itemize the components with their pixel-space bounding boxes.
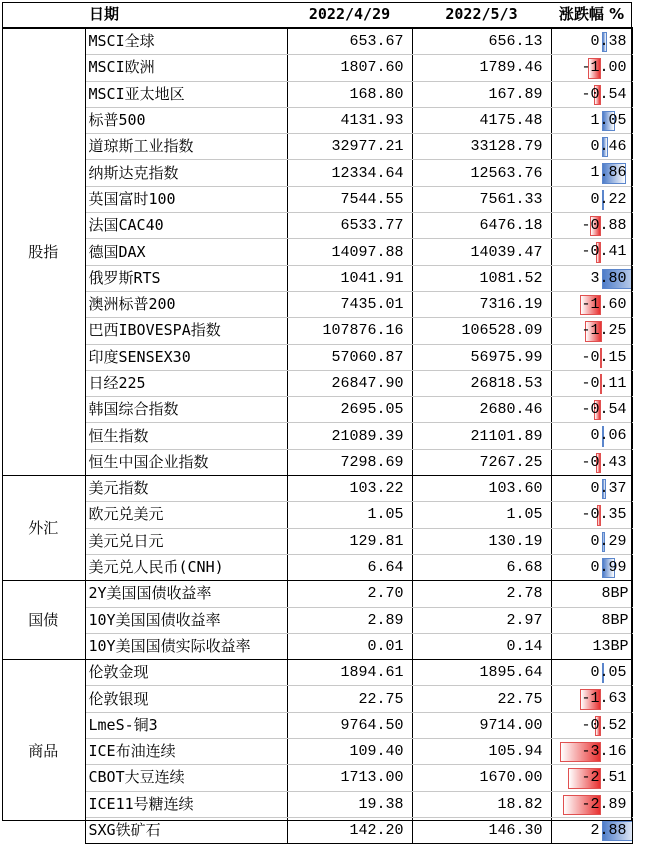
value-date-1: 7544.55 (287, 186, 412, 212)
change-value: -1.00 (581, 59, 627, 77)
group-label: 国债 (2, 581, 85, 660)
row-name: 2Y美国国债收益率 (85, 581, 287, 607)
value-date-1: 12334.64 (287, 160, 412, 186)
value-date-2: 7267.25 (412, 449, 551, 475)
value-date-1: 19.38 (287, 791, 412, 817)
header-group-cell (2, 2, 85, 28)
table-row (2, 633, 632, 659)
change-value: 8BP (601, 585, 629, 603)
row-name: 伦敦银现 (85, 686, 287, 712)
table-row (2, 55, 632, 81)
table-row (2, 712, 632, 738)
value-date-2: 12563.76 (412, 160, 551, 186)
market-table (2, 2, 633, 844)
change-value: 0.37 (590, 480, 627, 498)
row-name: 巴西IBOVESPA指数 (85, 318, 287, 344)
change-value: -0.54 (581, 401, 627, 419)
value-date-1: 129.81 (287, 528, 412, 554)
value-date-1: 14097.88 (287, 239, 412, 265)
value-date-1: 1894.61 (287, 660, 412, 686)
change-value: 3.80 (590, 269, 627, 287)
table-row (2, 607, 632, 633)
row-name: 恒生中国企业指数 (85, 449, 287, 475)
row-name: 澳洲标普200 (85, 291, 287, 317)
change-value: -0.43 (581, 453, 627, 471)
value-date-1: 2.70 (287, 581, 412, 607)
table-row (2, 28, 632, 55)
change-value: 0.05 (590, 664, 627, 682)
row-name: 伦敦金现 (85, 660, 287, 686)
table-row (2, 554, 632, 580)
row-name: 10Y美国国债实际收益率 (85, 633, 287, 659)
table-row (2, 739, 632, 765)
value-date-1: 26847.90 (287, 370, 412, 396)
table-row (2, 134, 632, 160)
change-cell (551, 607, 632, 633)
value-date-1: 2695.05 (287, 397, 412, 423)
change-cell (551, 686, 632, 712)
value-date-2: 7316.19 (412, 291, 551, 317)
value-date-2: 6476.18 (412, 213, 551, 239)
value-date-1: 9764.50 (287, 712, 412, 738)
change-value: 0.06 (590, 427, 627, 445)
value-date-2: 14039.47 (412, 239, 551, 265)
table-row (2, 817, 632, 843)
change-value: -0.54 (581, 85, 627, 103)
value-date-2: 7561.33 (412, 186, 551, 212)
change-value: -1.63 (581, 690, 627, 708)
table-row (2, 397, 632, 423)
change-cell (551, 633, 632, 659)
row-name: 法国CAC40 (85, 213, 287, 239)
value-date-2: 2.78 (412, 581, 551, 607)
table-row (2, 449, 632, 475)
value-date-1: 1807.60 (287, 55, 412, 81)
change-value: 2.88 (590, 821, 627, 839)
group-label: 股指 (2, 28, 85, 476)
row-name: 英国富时100 (85, 186, 287, 212)
table-row (2, 476, 632, 502)
change-value: -0.15 (581, 348, 627, 366)
value-date-2: 21101.89 (412, 423, 551, 449)
value-date-2: 26818.53 (412, 370, 551, 396)
value-date-1: 107876.16 (287, 318, 412, 344)
change-value: -0.88 (581, 217, 627, 235)
change-value: 8BP (601, 611, 629, 629)
change-cell (551, 476, 632, 502)
value-date-2: 103.60 (412, 476, 551, 502)
group-label: 外汇 (2, 476, 85, 581)
value-date-2: 2.97 (412, 607, 551, 633)
row-name: MSCI亚太地区 (85, 81, 287, 107)
table-row (2, 581, 632, 607)
value-date-2: 1081.52 (412, 265, 551, 291)
value-date-2: 2680.46 (412, 397, 551, 423)
table-row (2, 265, 632, 291)
value-date-2: 656.13 (412, 28, 551, 55)
value-date-2: 9714.00 (412, 712, 551, 738)
value-date-1: 7298.69 (287, 449, 412, 475)
value-date-1: 142.20 (287, 817, 412, 843)
change-cell (551, 55, 632, 81)
table-row (2, 186, 632, 212)
value-date-1: 653.67 (287, 28, 412, 55)
row-name: 标普500 (85, 107, 287, 133)
row-name: 恒生指数 (85, 423, 287, 449)
change-cell (551, 502, 632, 528)
table-row (2, 107, 632, 133)
row-name: ICE11号糖连续 (85, 791, 287, 817)
change-value: 0.46 (590, 138, 627, 156)
table-row (2, 370, 632, 396)
table-row (2, 318, 632, 344)
value-date-1: 4131.93 (287, 107, 412, 133)
value-date-2: 4175.48 (412, 107, 551, 133)
change-value: 0.99 (590, 558, 627, 576)
change-value: -0.35 (581, 506, 627, 524)
header-change-pct: 涨跌幅 % (551, 2, 632, 28)
value-date-2: 1789.46 (412, 55, 551, 81)
change-cell (551, 554, 632, 580)
change-value: -0.52 (581, 716, 627, 734)
change-cell (551, 712, 632, 738)
row-name: LmeS-铜3 (85, 712, 287, 738)
table-row (2, 765, 632, 791)
change-value: -3.16 (581, 743, 627, 761)
change-value: 1.86 (590, 164, 627, 182)
table-row (2, 502, 632, 528)
value-date-2: 146.30 (412, 817, 551, 843)
row-name: 韩国综合指数 (85, 397, 287, 423)
change-cell (551, 528, 632, 554)
value-date-2: 106528.09 (412, 318, 551, 344)
value-date-2: 33128.79 (412, 134, 551, 160)
change-value: 0.38 (590, 33, 627, 50)
change-cell (551, 344, 632, 370)
header-date: 日期 (85, 2, 287, 28)
value-date-2: 6.68 (412, 554, 551, 580)
change-value: 0.29 (590, 532, 627, 550)
value-date-1: 2.89 (287, 607, 412, 633)
change-cell (551, 660, 632, 686)
value-date-1: 1713.00 (287, 765, 412, 791)
change-value: -1.60 (581, 295, 627, 313)
change-cell (551, 581, 632, 607)
row-name: 德国DAX (85, 239, 287, 265)
row-name: 美元兑人民币(CNH) (85, 554, 287, 580)
table-row (2, 81, 632, 107)
value-date-1: 6533.77 (287, 213, 412, 239)
change-cell (551, 765, 632, 791)
change-cell (551, 107, 632, 133)
change-value: 1.05 (590, 111, 627, 129)
row-name: SXG铁矿石 (85, 817, 287, 843)
value-date-1: 109.40 (287, 739, 412, 765)
row-name: 道琼斯工业指数 (85, 134, 287, 160)
header-date-2: 2022/5/3 (412, 2, 551, 28)
value-date-2: 18.82 (412, 791, 551, 817)
value-date-2: 130.19 (412, 528, 551, 554)
table-row (2, 686, 632, 712)
table-row (2, 528, 632, 554)
value-date-2: 105.94 (412, 739, 551, 765)
change-cell (551, 449, 632, 475)
change-cell (551, 370, 632, 396)
table-row (2, 660, 632, 686)
value-date-1: 22.75 (287, 686, 412, 712)
change-value: -1.25 (581, 322, 627, 340)
value-date-1: 0.01 (287, 633, 412, 659)
table-row (2, 344, 632, 370)
table-row (2, 423, 632, 449)
value-date-1: 57060.87 (287, 344, 412, 370)
value-date-2: 1670.00 (412, 765, 551, 791)
value-date-1: 1041.91 (287, 265, 412, 291)
value-date-2: 167.89 (412, 81, 551, 107)
value-date-1: 6.64 (287, 554, 412, 580)
value-date-1: 32977.21 (287, 134, 412, 160)
row-name: CBOT大豆连续 (85, 765, 287, 791)
table-row (2, 160, 632, 186)
change-cell (551, 423, 632, 449)
value-date-1: 7435.01 (287, 291, 412, 317)
value-date-2: 56975.99 (412, 344, 551, 370)
value-date-2: 0.14 (412, 633, 551, 659)
change-value: 13BP (592, 637, 629, 655)
row-name: 10Y美国国债收益率 (85, 607, 287, 633)
change-value: -0.41 (581, 243, 627, 261)
table-row (2, 791, 632, 817)
row-name: 美元兑日元 (85, 528, 287, 554)
change-value: -2.89 (581, 795, 627, 813)
row-name: 俄罗斯RTS (85, 265, 287, 291)
change-cell (551, 791, 632, 817)
header-date-1: 2022/4/29 (287, 2, 412, 28)
row-name: MSCI全球 (85, 28, 287, 55)
change-cell (551, 134, 632, 160)
change-cell (551, 186, 632, 212)
table-row (2, 239, 632, 265)
value-date-1: 21089.39 (287, 423, 412, 449)
value-date-2: 1.05 (412, 502, 551, 528)
change-cell (551, 291, 632, 317)
change-cell (551, 213, 632, 239)
row-name: 纳斯达克指数 (85, 160, 287, 186)
change-value: 0.22 (590, 190, 627, 208)
row-name: 印度SENSEX30 (85, 344, 287, 370)
change-value: -0.11 (581, 374, 627, 392)
table-row (2, 291, 632, 317)
row-name: 美元指数 (85, 476, 287, 502)
value-date-2: 1895.64 (412, 660, 551, 686)
change-cell (551, 318, 632, 344)
row-name: 日经225 (85, 370, 287, 396)
change-cell (551, 28, 632, 55)
table-row (2, 213, 632, 239)
change-cell (551, 265, 632, 291)
change-cell (551, 81, 632, 107)
value-date-2: 22.75 (412, 686, 551, 712)
header-row (2, 2, 632, 28)
value-date-1: 103.22 (287, 476, 412, 502)
group-label: 商品 (2, 660, 85, 844)
change-cell (551, 397, 632, 423)
change-cell (551, 239, 632, 265)
row-name: ICE布油连续 (85, 739, 287, 765)
change-value: -2.51 (581, 769, 627, 787)
change-cell (551, 817, 632, 843)
value-date-1: 168.80 (287, 81, 412, 107)
change-cell (551, 160, 632, 186)
change-cell (551, 739, 632, 765)
row-name: MSCI欧洲 (85, 55, 287, 81)
value-date-1: 1.05 (287, 502, 412, 528)
row-name: 欧元兑美元 (85, 502, 287, 528)
